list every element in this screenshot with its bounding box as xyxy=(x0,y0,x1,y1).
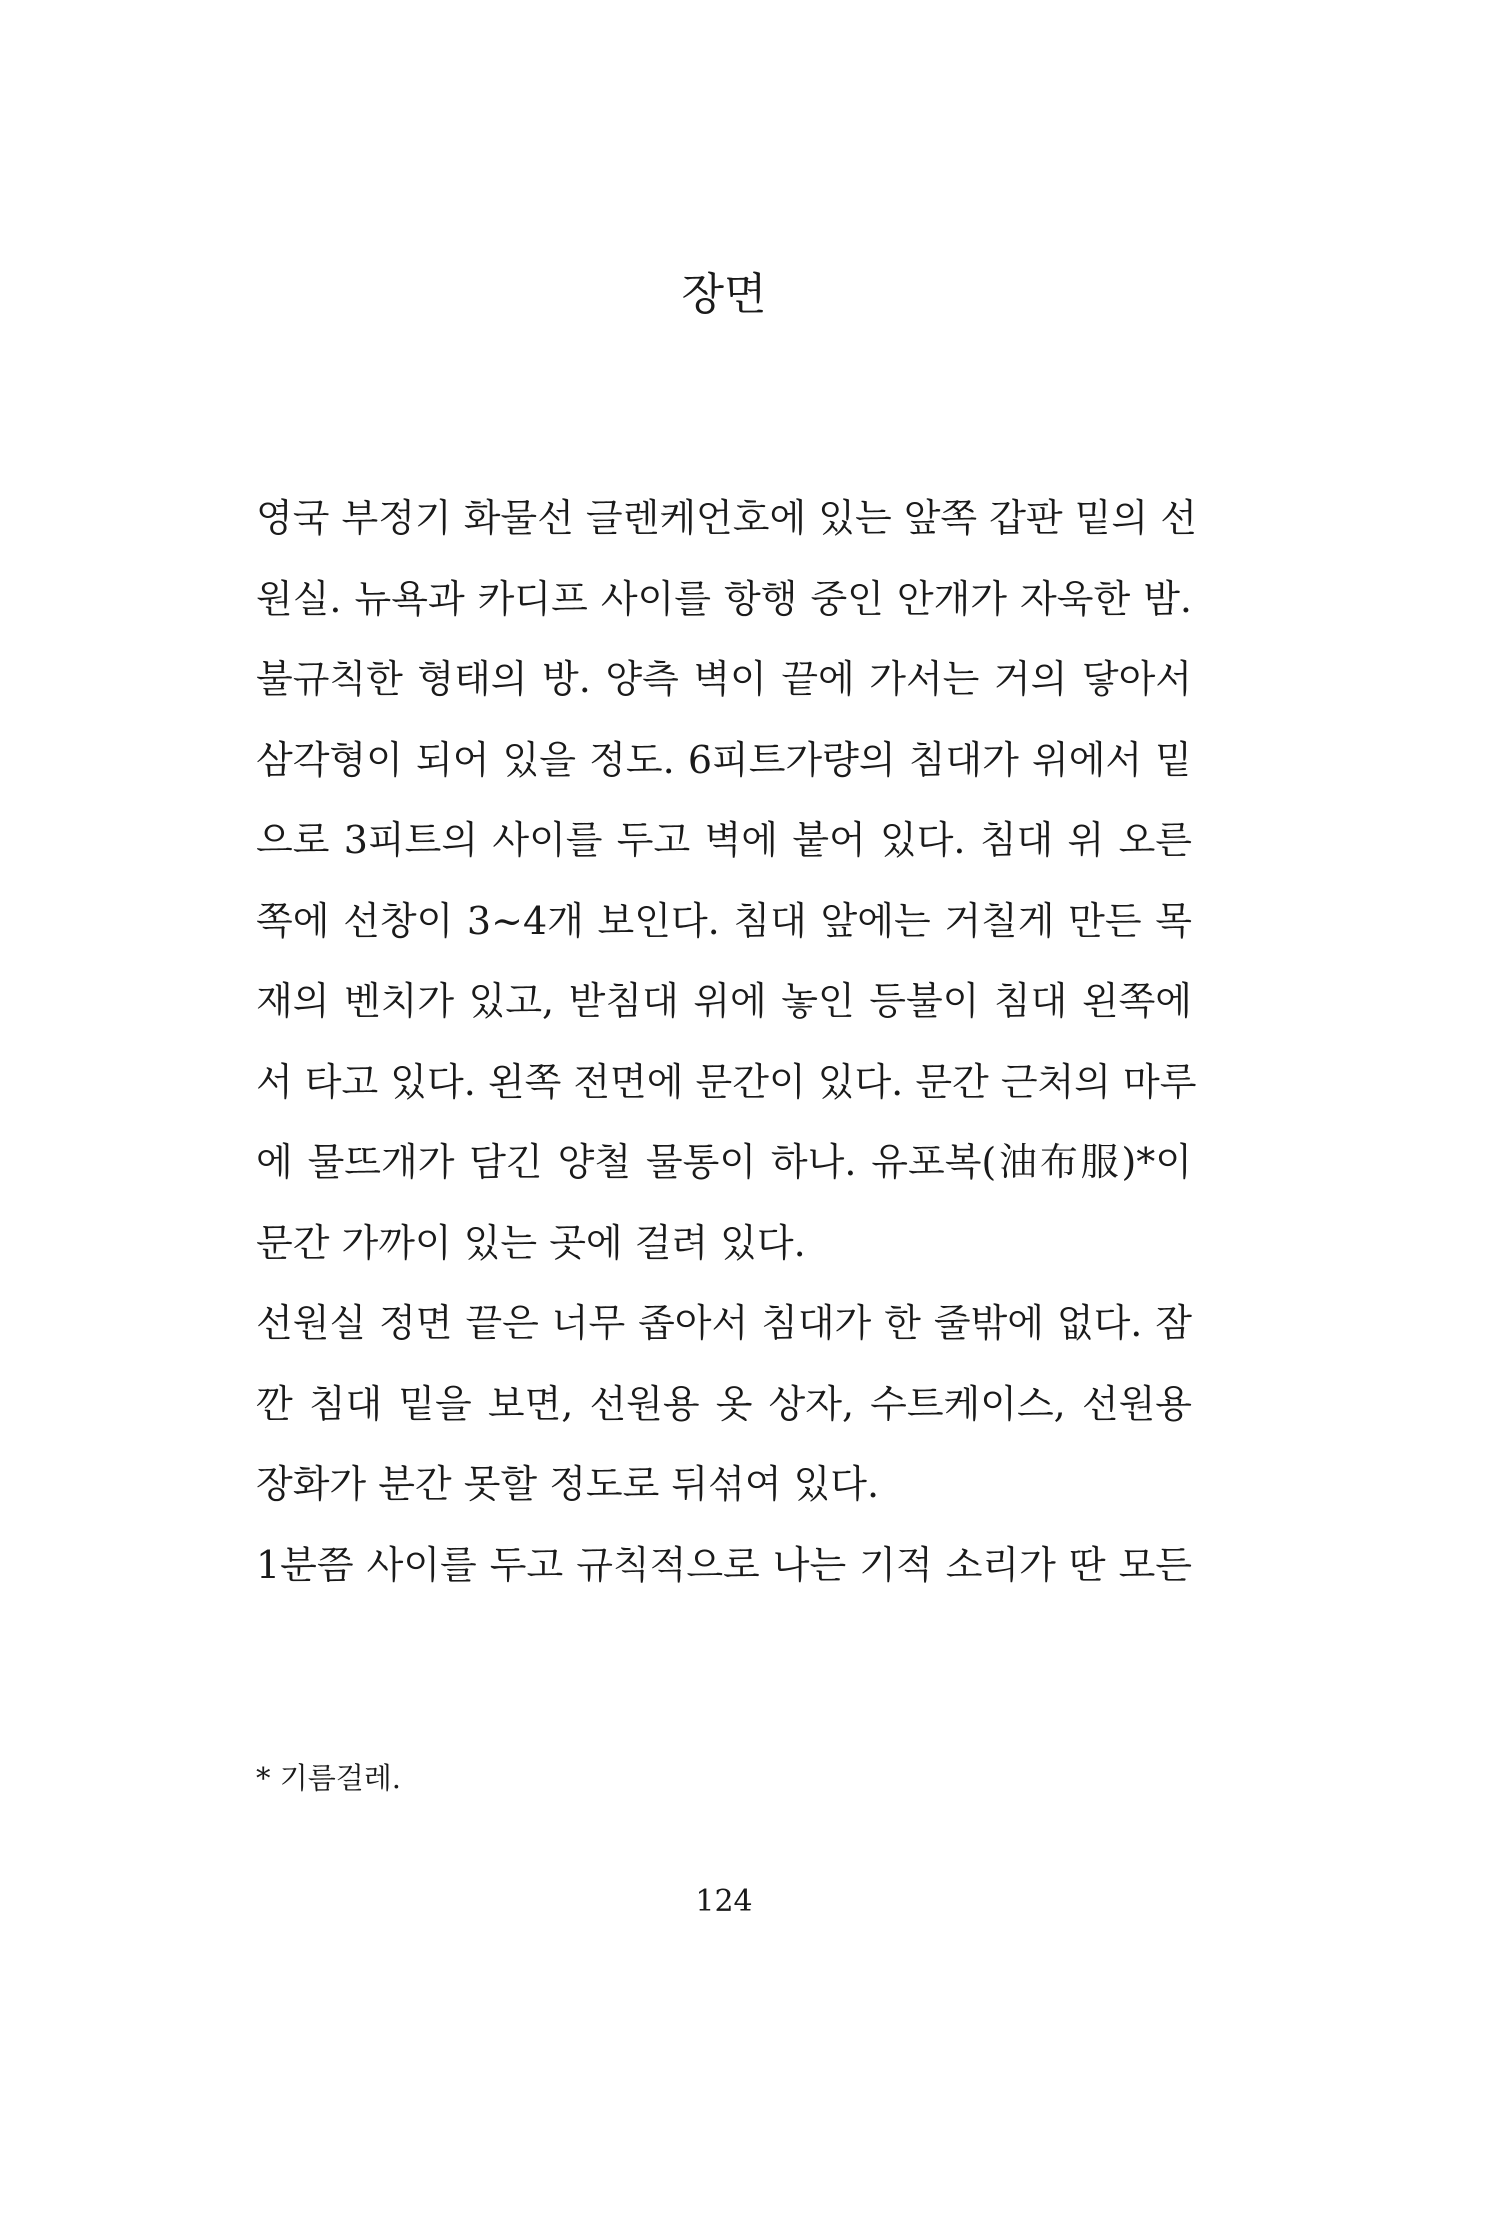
text-line: 불규칙한 형태의 방. 양측 벽이 끝에 가서는 거의 닿아서 xyxy=(256,657,1192,701)
text-line: 문간 가까이 있는 곳에 걸려 있다. xyxy=(256,1220,806,1265)
footnote: * 기름걸레. xyxy=(256,1761,401,1795)
text-line: 선원실 정면 끝은 너무 좁아서 침대가 한 줄밖에 없다. 잠 xyxy=(256,1301,1192,1345)
text-line: 에 물뜨개가 담긴 양철 물통이 하나. 유포복(油布服)*이 xyxy=(256,1140,1192,1184)
text-line: 삼각형이 되어 있을 정도. 6피트가량의 침대가 위에서 밑 xyxy=(256,737,1192,782)
text-line: 재의 벤치가 있고, 받침대 위에 놓인 등불이 침대 왼쪽에 xyxy=(256,979,1192,1023)
page-number: 124 xyxy=(695,1884,753,1919)
text-line: 깐 침대 밑을 보면, 선원용 옷 상자, 수트케이스, 선원용 xyxy=(256,1381,1192,1426)
text-line: 장화가 분간 못할 정도로 뒤섞여 있다. xyxy=(256,1462,880,1506)
text-line: 쪽에 선창이 3~4개 보인다. 침대 앞에는 거칠게 만든 목 xyxy=(256,898,1192,943)
page-title: 장면 xyxy=(681,269,767,320)
body-text xyxy=(256,490,1197,1617)
text-line: 1분쯤 사이를 두고 규칙적으로 나는 기적 소리가 딴 모든 xyxy=(256,1542,1192,1587)
text-line: 영국 부정기 화물선 글렌케언호에 있는 앞쪽 갑판 밑의 선 xyxy=(256,496,1197,540)
text-line: 서 타고 있다. 왼쪽 전면에 문간이 있다. 문간 근처의 마루 xyxy=(256,1059,1197,1104)
text-line: 원실. 뉴욕과 카디프 사이를 항행 중인 안개가 자욱한 밤. xyxy=(256,576,1192,621)
text-line: 으로 3피트의 사이를 두고 벽에 붙어 있다. 침대 위 오른 xyxy=(256,818,1192,862)
